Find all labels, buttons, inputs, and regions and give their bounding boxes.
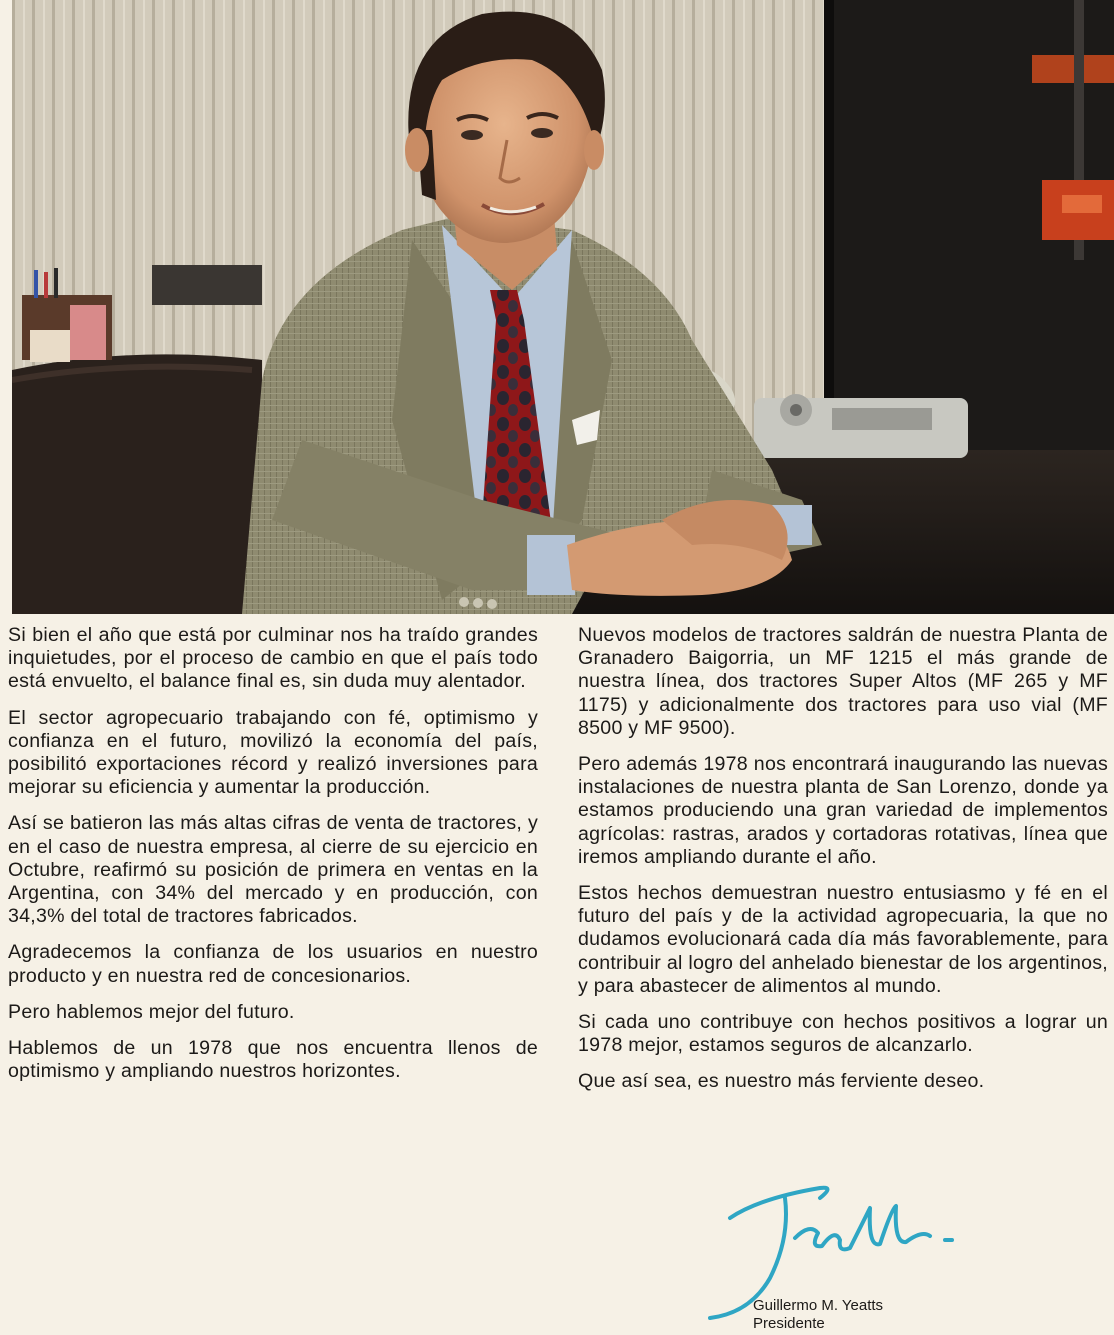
paragraph: Así se batieron las más altas cifras de venta de tractores, y en el caso de nuestra empresa, al cierre de su ejercicio en Octubre, reafirmó su posición de primera en ventas en la Argentina, con 34% del mercado y en producción, con 34,3% del total de tractores fabricados. (8, 812, 538, 928)
text-column-right (578, 624, 1108, 1107)
paragraph: Si cada uno contribuye con hechos positivos a lograr un 1978 mejor, estamos seguros de alcanzarlo. (578, 1011, 1108, 1057)
paragraph: Si bien el año que está por culminar nos ha traído grandes inquietudes, por el proceso de cambio en que el país todo está envuelto, el balance final es, sin duda muy alentador. (8, 624, 538, 693)
paragraph: Pero hablemos mejor del futuro. (8, 1000, 295, 1023)
paragraph: Agradecemos la confianza de los usuarios en nuestro producto y en nuestra red de concesionarios. (8, 941, 538, 987)
paragraph: El sector agropecuario trabajando con fé, optimismo y confianza en el futuro, movilizó la economía del país, posibilitó exportaciones récord y realizó inversiones para mejorar su eficiencia y aumentar la producción. (8, 706, 538, 799)
paragraph: Estos hechos demuestran nuestro entusiasmo y fé en el futuro del país y de la actividad agropecuaria, la que no dudamos evolucionará cada día más favorablemente, para contribuir al logro del anhelado bienestar de los argentinos, y para abastecer de alimentos al mundo. (578, 882, 1108, 997)
signer-block (753, 1297, 883, 1333)
portrait-illustration (12, 0, 1114, 614)
paragraph: Que así sea, es nuestro más ferviente deseo. (578, 1070, 985, 1093)
portrait-photo (12, 0, 1114, 614)
paragraph: Hablemos de un 1978 que nos encuentra llenos de optimismo y ampliando nuestros horizontes. (8, 1037, 538, 1083)
text-column-left (8, 624, 538, 1096)
paragraph: Nuevos modelos de tractores saldrán de nuestra Planta de Granadero Baigorria, un MF 1215 el más grande de nuestra línea, dos tractores Super Altos (MF 265 y MF 1175) y adicionalmente dos tractores para uso vial (MF 8500 y MF 9500). (578, 624, 1108, 739)
paragraph: Pero además 1978 nos encontrará inaugurando las nuevas instalaciones de nuestra planta de San Lorenzo, donde ya estamos produciendo una gran variedad de implementos agrícolas: rastras, arados y cortadoras rotativas, línea que iremos ampliando durante el año. (578, 753, 1108, 868)
signer-name: Guillermo M. Yeatts (753, 1297, 884, 1314)
signer-title: Presidente (753, 1315, 825, 1332)
